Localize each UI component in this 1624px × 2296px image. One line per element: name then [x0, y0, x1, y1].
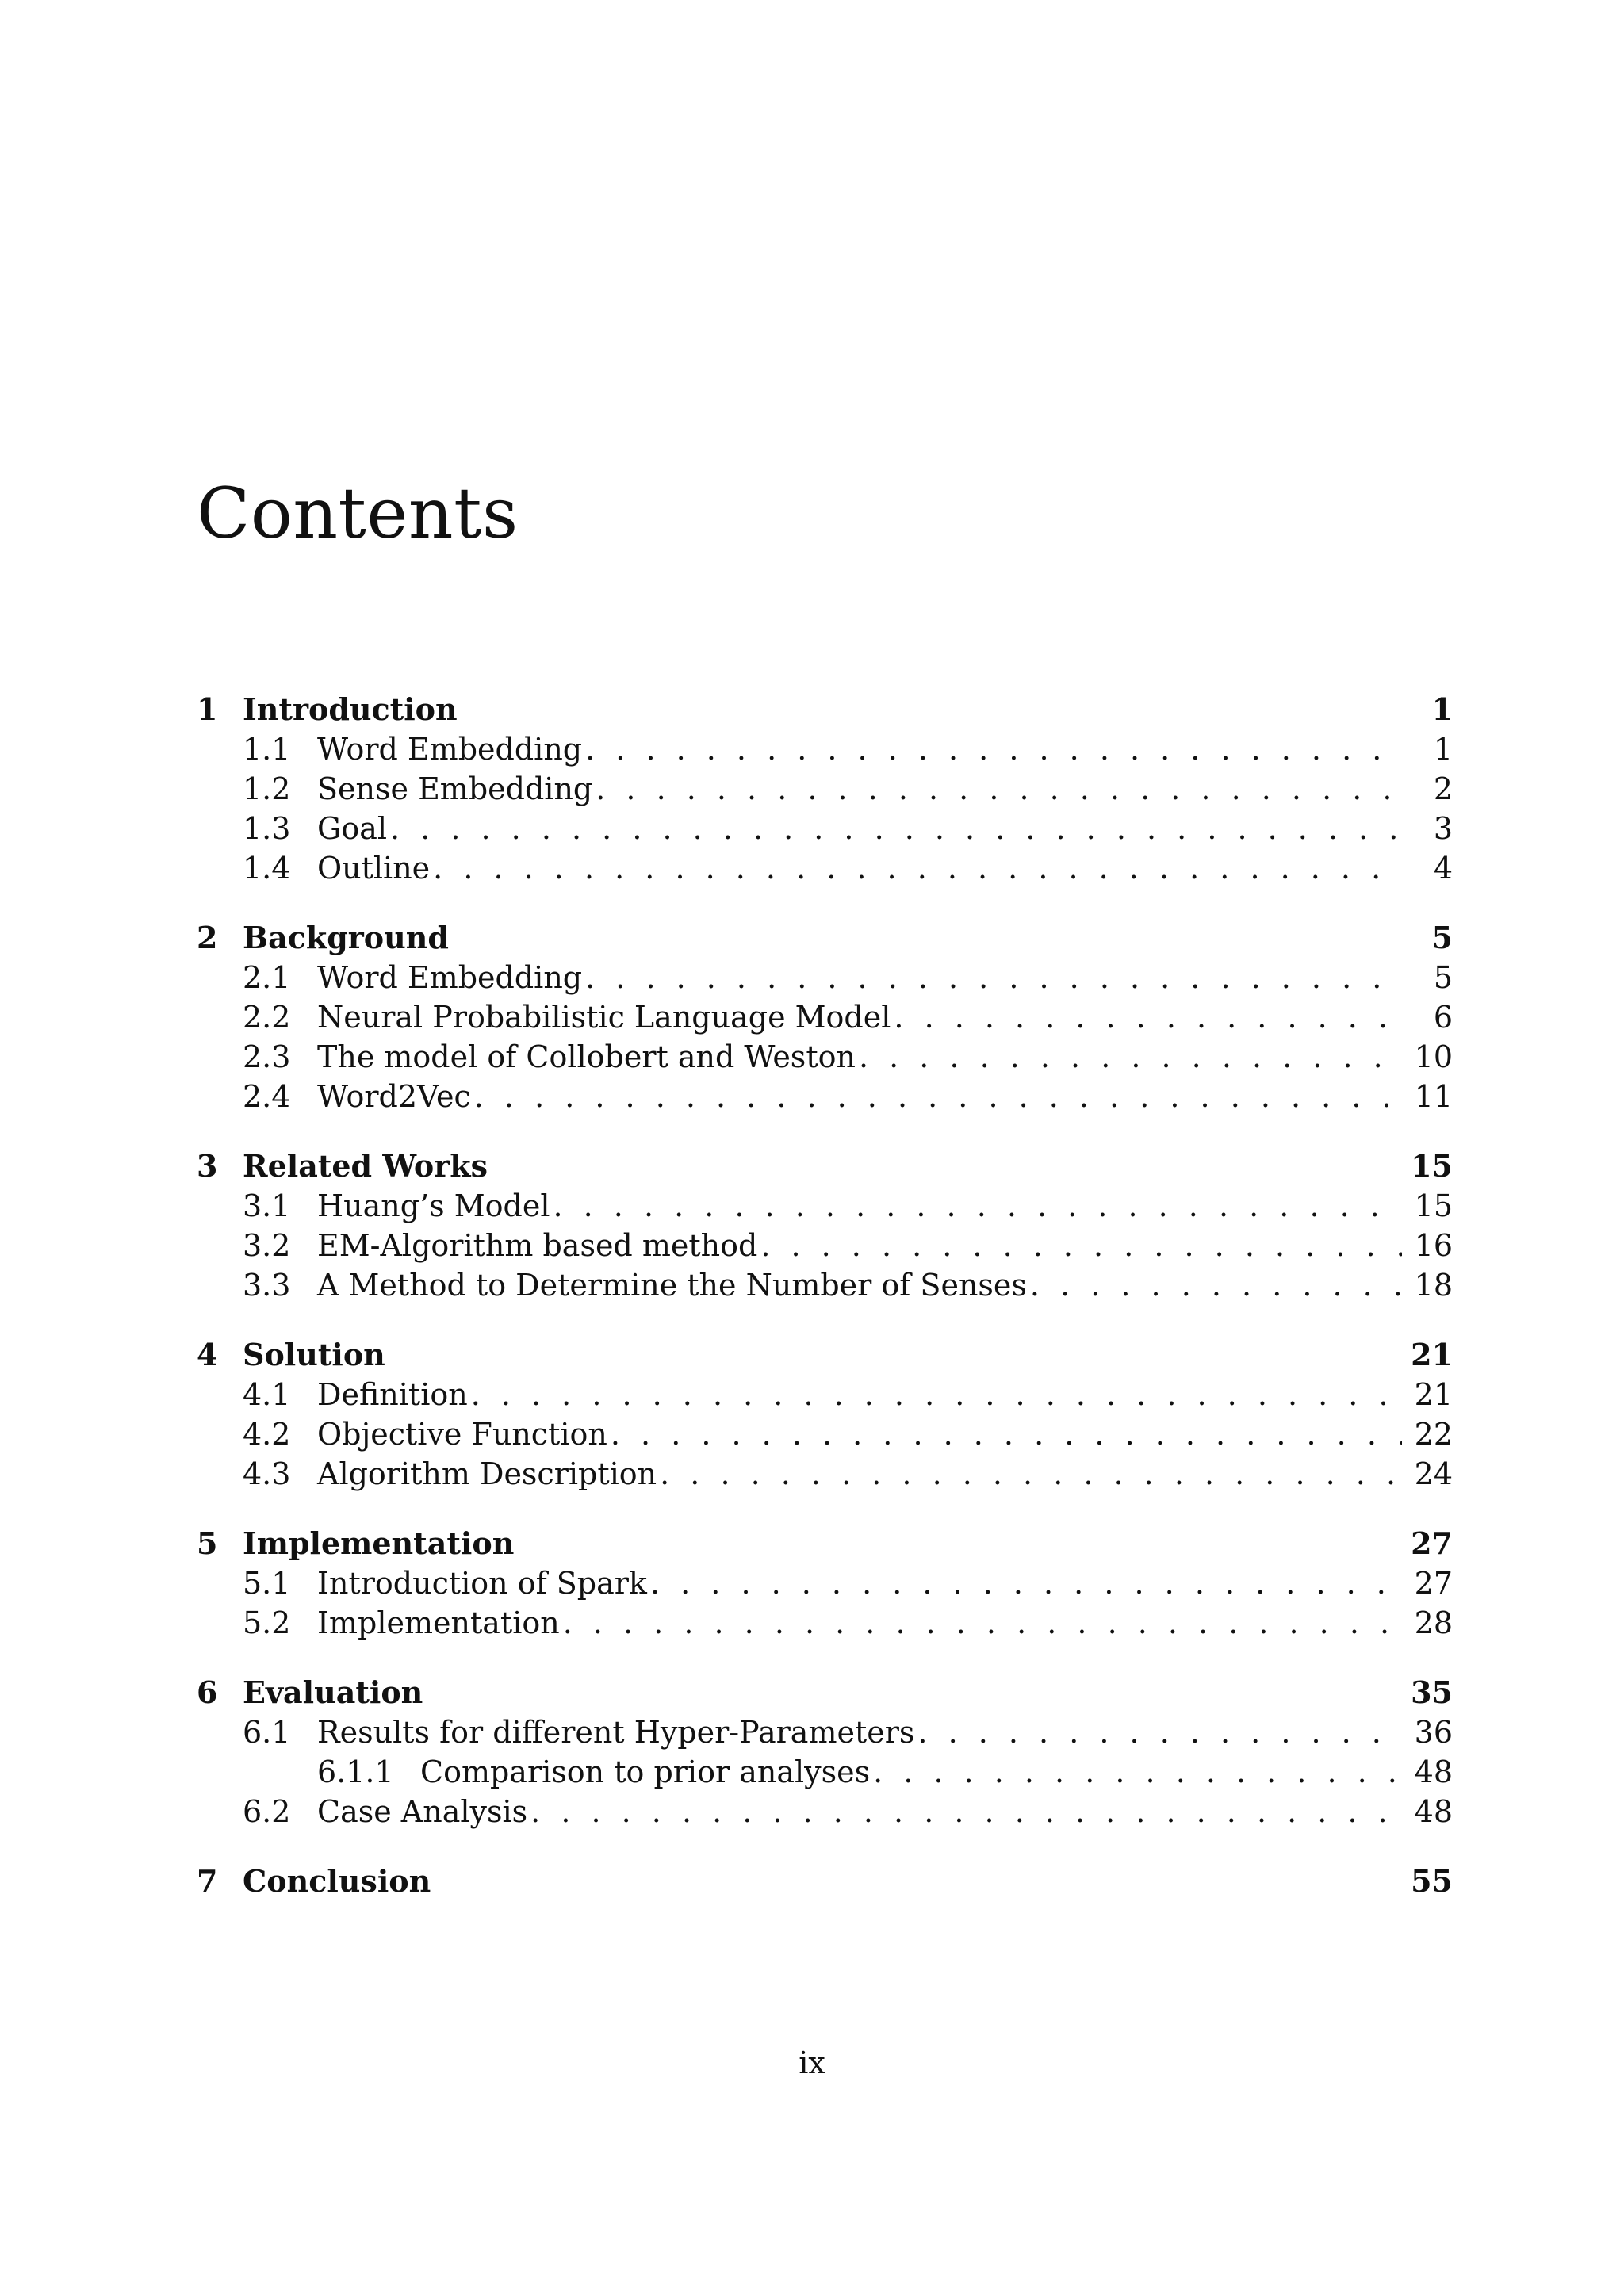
section-page-number: 3: [1433, 811, 1453, 846]
subsection-page-number: 48: [1414, 1755, 1453, 1789]
dot-leader: [859, 1037, 1402, 1077]
dot-leader: [917, 1712, 1402, 1752]
section-number: 1.1: [243, 732, 291, 767]
toc-section-row[interactable]: [197, 769, 1453, 809]
toc-chapter-1: [197, 690, 1453, 888]
dot-leader: [760, 1226, 1402, 1265]
toc-chapter-row[interactable]: [197, 1862, 1453, 1901]
toc-section-row[interactable]: [197, 1375, 1453, 1414]
subsection-number: 6.1.1: [317, 1755, 394, 1789]
chapter-page-number: 21: [1411, 1337, 1453, 1372]
section-page-number: 18: [1414, 1268, 1453, 1303]
section-page-number: 15: [1414, 1188, 1453, 1223]
section-page-number: 11: [1414, 1079, 1453, 1114]
toc-section-row[interactable]: [197, 1414, 1453, 1454]
section-number: 4.3: [243, 1456, 291, 1491]
toc-chapter-row[interactable]: [197, 1146, 1453, 1186]
toc-section-row[interactable]: [197, 809, 1453, 848]
section-number: 1.4: [243, 851, 291, 886]
toc-chapter-4: [197, 1335, 1453, 1494]
dot-leader: [433, 848, 1402, 888]
chapter-page-number: 15: [1411, 1148, 1453, 1184]
section-page-number: 4: [1433, 851, 1453, 886]
section-title: Results for different Hyper-Parameters: [317, 1715, 915, 1750]
toc-chapter-row[interactable]: [197, 918, 1453, 958]
dot-leader: [563, 1603, 1402, 1643]
dot-leader: [894, 997, 1402, 1037]
toc-section-row[interactable]: [197, 1265, 1453, 1305]
section-number: 5.2: [243, 1605, 291, 1640]
section-page-number: 27: [1414, 1566, 1453, 1601]
section-title: Introduction of Spark: [317, 1566, 647, 1601]
section-title: Word2Vec: [317, 1079, 471, 1114]
toc-section-row[interactable]: [197, 997, 1453, 1037]
toc-section-row[interactable]: [197, 1563, 1453, 1603]
section-title: Objective Function: [317, 1417, 607, 1452]
chapter-title: Background: [243, 920, 449, 955]
section-number: 2.4: [243, 1079, 291, 1114]
chapter-number: 1: [197, 691, 218, 727]
section-number: 3.3: [243, 1268, 291, 1303]
toc-section-row[interactable]: [197, 958, 1453, 997]
chapter-title: Solution: [243, 1337, 385, 1372]
chapter-page-number: 35: [1411, 1674, 1453, 1710]
section-title: EM-Algorithm based method: [317, 1228, 758, 1263]
section-title: Word Embedding: [317, 960, 583, 995]
section-title: Goal: [317, 811, 388, 846]
toc-section-row[interactable]: [197, 1603, 1453, 1643]
dot-leader: [471, 1375, 1402, 1414]
section-title: Case Analysis: [317, 1794, 528, 1829]
page-number: ix: [799, 2045, 825, 2080]
page-title: Contents: [197, 473, 519, 554]
section-page-number: 6: [1433, 1000, 1453, 1035]
section-page-number: 48: [1414, 1794, 1453, 1829]
chapter-title: Implementation: [243, 1525, 515, 1561]
section-title: Implementation: [317, 1605, 560, 1640]
chapter-page-number: 55: [1411, 1863, 1453, 1899]
section-number: 1.3: [243, 811, 291, 846]
section-number: 6.2: [243, 1794, 291, 1829]
section-title: Neural Probabilistic Language Model: [317, 1000, 891, 1035]
section-number: 3.2: [243, 1228, 291, 1263]
chapter-number: 6: [197, 1674, 218, 1710]
chapter-page-number: 27: [1411, 1525, 1453, 1561]
chapter-page-number: 5: [1431, 920, 1453, 955]
toc-section-row[interactable]: [197, 1792, 1453, 1831]
dot-leader: [390, 809, 1402, 848]
toc-chapter-6: [197, 1673, 1453, 1831]
toc-section-row[interactable]: [197, 729, 1453, 769]
toc-section-row[interactable]: [197, 1712, 1453, 1752]
section-page-number: 21: [1414, 1377, 1453, 1412]
section-title: Huang’s Model: [317, 1188, 550, 1223]
chapter-page-number: 1: [1431, 691, 1453, 727]
section-number: 2.2: [243, 1000, 291, 1035]
section-title: Algorithm Description: [317, 1456, 657, 1491]
section-title: A Method to Determine the Number of Senses: [317, 1268, 1027, 1303]
toc-chapter-row[interactable]: [197, 690, 1453, 729]
toc-chapter-2: [197, 918, 1453, 1116]
chapter-number: 7: [197, 1863, 218, 1899]
dot-leader: [474, 1077, 1402, 1116]
chapter-number: 2: [197, 920, 218, 955]
dot-leader: [530, 1792, 1402, 1831]
chapter-title: Introduction: [243, 691, 458, 727]
section-page-number: 28: [1414, 1605, 1453, 1640]
toc-chapter-row[interactable]: [197, 1673, 1453, 1712]
chapter-title: Conclusion: [243, 1863, 431, 1899]
section-page-number: 10: [1414, 1039, 1453, 1074]
dot-leader: [1030, 1265, 1402, 1305]
dot-leader: [596, 769, 1402, 809]
dot-leader: [873, 1752, 1402, 1792]
section-page-number: 24: [1414, 1456, 1453, 1491]
toc-chapter-3: [197, 1146, 1453, 1305]
dot-leader: [611, 1414, 1402, 1454]
section-number: 4.1: [243, 1377, 291, 1412]
toc-chapter-5: [197, 1524, 1453, 1643]
section-title: The model of Collobert and Weston: [317, 1039, 856, 1074]
section-page-number: 16: [1414, 1228, 1453, 1263]
toc-chapter-row[interactable]: [197, 1335, 1453, 1375]
chapter-title: Evaluation: [243, 1674, 423, 1710]
toc-section-row[interactable]: [197, 1454, 1453, 1494]
section-page-number: 36: [1414, 1715, 1453, 1750]
section-page-number: 2: [1433, 771, 1453, 806]
section-number: 2.3: [243, 1039, 291, 1074]
section-number: 4.2: [243, 1417, 291, 1452]
section-title: Definition: [317, 1377, 468, 1412]
section-number: 5.1: [243, 1566, 291, 1601]
toc-section-row[interactable]: [197, 848, 1453, 888]
section-title: Sense Embedding: [317, 771, 593, 806]
toc-section-row[interactable]: [197, 1186, 1453, 1226]
section-page-number: 5: [1433, 960, 1453, 995]
toc-chapter-7: [197, 1862, 1453, 1901]
dot-leader: [553, 1186, 1402, 1226]
section-number: 6.1: [243, 1715, 291, 1750]
dot-leader: [585, 729, 1402, 769]
toc-section-row[interactable]: [197, 1226, 1453, 1265]
chapter-number: 3: [197, 1148, 218, 1184]
section-title: Word Embedding: [317, 732, 583, 767]
dot-leader: [585, 958, 1402, 997]
dot-leader: [660, 1454, 1402, 1494]
toc-section-row[interactable]: [197, 1037, 1453, 1077]
chapter-number: 5: [197, 1525, 218, 1561]
section-number: 1.2: [243, 771, 291, 806]
section-page-number: 1: [1433, 732, 1453, 767]
section-title: Outline: [317, 851, 431, 886]
subsection-title: Comparison to prior analyses: [420, 1755, 871, 1789]
section-number: 3.1: [243, 1188, 291, 1223]
toc-section-row[interactable]: [197, 1077, 1453, 1116]
toc-subsection-row[interactable]: [197, 1752, 1453, 1792]
toc-chapter-row[interactable]: [197, 1524, 1453, 1563]
dot-leader: [650, 1563, 1402, 1603]
section-number: 2.1: [243, 960, 291, 995]
table-of-contents: [197, 690, 1453, 1931]
section-page-number: 22: [1414, 1417, 1453, 1452]
chapter-number: 4: [197, 1337, 218, 1372]
chapter-title: Related Works: [243, 1148, 488, 1184]
